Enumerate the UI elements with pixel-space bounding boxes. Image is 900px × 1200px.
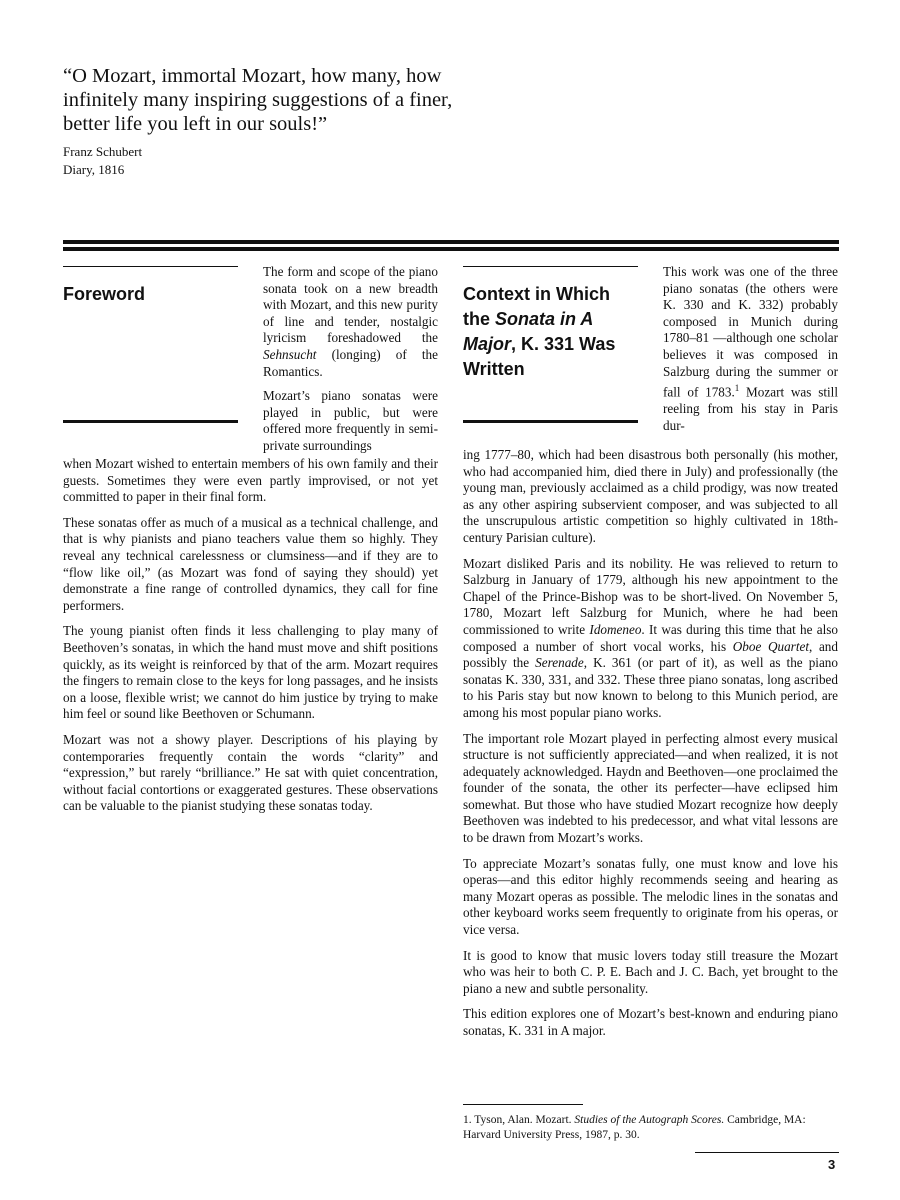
context-paragraph-5: It is good to know that music lovers today still treasure the Mozart who was heir to both C. P. E. Bach and J. C. Bach, yet brought to the piano a new and subtle personality.: [463, 947, 838, 996]
section-divider-bottom: [63, 247, 839, 251]
section-divider-top: [63, 240, 839, 244]
epigraph-attribution: [63, 143, 142, 179]
page-number-rule: [695, 1152, 839, 1153]
context-paragraph-2: Mozart disliked Paris and its nobility. He was relieved to return to Salzburg in January of 1779, although his new appointment to the Chapel of the Prince-Bishop was to be short-lived. On November 5, 1780, Mozart left Salzburg for Munich, where he had been commissioned to write Idomeneo. It was during this time that he also composed a number of short vocal works, his Oboe Quartet, and possibly the Serenade, K. 361 (or part of it), as well as the piano sonatas K. 330, 331, and 332. These three piano sonatas, long ascribed to his Paris stay but now known to belong to this Munich period, are among his most popular piano works.: [463, 555, 839, 720]
foreword-intro: [263, 264, 438, 455]
context-paragraph-4: To appreciate Mozart’s sonatas fully, one must know and love his operas—and this editor highly recommends seeing and hearing as many Mozart operas as possible. The melodic lines in the sonatas and other keyboard works seem frequently to originate from his operas, or vice versa.: [463, 855, 838, 938]
context-heading-rule-bottom: [463, 420, 638, 423]
foreword-heading: Foreword: [63, 284, 146, 304]
epigraph-author: Franz Schubert: [63, 144, 143, 159]
foreword-heading-rule-bottom: [63, 420, 238, 423]
context-paragraph-6: This edition explores one of Mozart’s best-known and enduring piano sonatas, K. 331 in A major.: [463, 1006, 838, 1038]
foreword-paragraph-2a: Mozart’s piano sonatas were played in public, but were offered more frequently in semi-private surroundings: [263, 388, 438, 453]
foreword-paragraph-4: The young pianist often finds it less challenging to play many of Beethoven’s sonatas, in which the hand must move and shift positions quickly, as its weight is reinforced by that of the arm. Mozart requires the fingers to remain close to the keys for long passages, and he insists on a loose, flexible wrist; we cannot do him justice by trying to make him feel or sound like Beethoven or Schumann.: [63, 623, 438, 722]
foreword-paragraph-2b: when Mozart wished to entertain members of his own family and their guests. Sometimes they were even partly improvised, or not yet committed to paper in their final form.: [63, 456, 438, 505]
foreword-paragraph-5: Mozart was not a showy player. Descriptions of his playing by contemporaries frequently contain the words “clarity” and “expression,” but rarely “brilliance.” He sat with quiet concentration, without facial contortions or exaggerated gestures. These observations can be valuable to the pianist studying these sonatas today.: [63, 731, 438, 814]
context-heading: Context in Which the Sonata in A Major, K. 331 Was Written: [463, 284, 616, 379]
foreword-body: [63, 456, 438, 824]
context-heading-rule-top: [463, 266, 638, 267]
context-paragraph-3: The important role Mozart played in perfecting almost every musical structure is not sufficiently appreciated—and when realized, it is not adequately acknowledged. Haydn and Beethoven—one proclaimed the founder of the sonata, the other its perfecter—have eclipsed him somewhat. But those who have studied Mozart recognize how deeply Beethoven was indebted to his predecessor, and what vital lessons are to be drawn from Mozart’s works.: [463, 730, 838, 846]
context-body: [463, 447, 838, 1049]
foreword-paragraph-1: The form and scope of the piano sonata took on a new breadth with Mozart, and this new purity of line and tender, nostalgic lyricism foreshadowed the Sehnsucht (longing) of the Romantics.: [263, 264, 438, 379]
foreword-heading-rule-top: [63, 266, 238, 267]
context-intro: [663, 264, 838, 434]
context-paragraph-1b: ing 1777–80, which had been disastrous both personally (his mother, who had accompanied him, died there in July) and professionally (the young man, previously acclaimed as a child prodigy, was now treated as any other aspiring subservient composer, and was subjected to all the unscrupulous artistic competition so highly cultivated in 18th-century Parisian culture).: [463, 447, 838, 545]
epigraph-source: Diary, 1816: [63, 162, 125, 177]
footnote-rule: [463, 1104, 583, 1105]
foreword-paragraph-3: These sonatas offer as much of a musical as a technical challenge, and that is why pianists and piano teachers value them so highly. They reveal any technical carelessness or clumsiness—and if they are to “flow like oil,” (as Mozart was fond of saying they should) yet demonstrate a fine range of controlled dynamics, they call for fine performers.: [63, 514, 438, 613]
page-number: 3: [828, 1157, 836, 1172]
epigraph-quote: “O Mozart, immortal Mozart, how many, how infinitely many inspiring suggestions of a finer, better life you left in our souls!”: [63, 65, 453, 135]
context-paragraph-1a: This work was one of the three piano sonatas (the others were K. 330 and K. 332) probably composed in Munich during 1780–81 —although one scholar believes it was composed in Salzburg during the summer or fall of 1783.$^1$ Mozart was still reeling from his stay in Paris dur-: [663, 264, 838, 433]
footnote: 1. Tyson, Alan. Mozart. Studies of the Autograph Scores. Cambridge, MA: Harvard University Press, 1987, p. 30.: [463, 1114, 806, 1141]
